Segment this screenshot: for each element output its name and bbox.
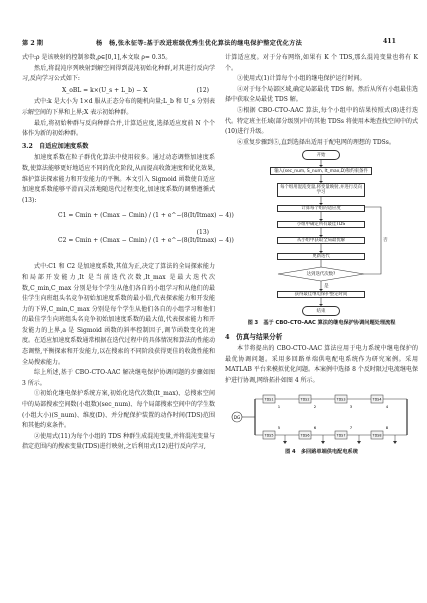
equation-text: X_oBL = k×(U_s + L_b) − X [62,86,148,94]
flow-yes-label: 是 [324,284,329,290]
equation-12 [22,86,215,97]
section-heading: 4 仿真与结果分析 [225,332,283,341]
equation-13-line1: C1 = Cmin + (Cmax − Cmin) / (1 + e^−(8(It/Itmax) − 4)) [58,212,234,220]
node-label: 1 [277,403,281,409]
equation-number: (13) [196,229,209,237]
right-column [225,53,418,456]
paragraph: 计算适应度。对于分布网络,如果有 K 个 TDS,那么混沌变量也将有 K 个。 [225,54,418,72]
paragraph: ⑤根据 CBO-CTO-AAC 算法,每个小组中的结果按照式(8)进行迭代。特定班主任域(部分级别)中的其他 TDSs 将使用本地查找空间中的式(10)进行升级。 [225,106,418,136]
figure-4 [225,389,418,456]
paragraph: 最后,将初始种群与反向种群合并,计算适应度,选择适应度前 N 个个体作为新的初始种群。 [22,119,215,138]
relay-label: TDS5 [264,433,274,438]
running-title: 杨 杨,张永征等:基于改进班级优秀生优化算法的继电保护整定优化方法 [96,40,303,47]
paragraph: ⑥重复步骤到⑤,直到选择出适用于配电网的理想的 TDSs。 [237,138,395,146]
figure-4-caption: 图 4 多回路单端供电配电系统 [285,449,358,456]
relay-label: TDS4 [372,397,382,402]
load-arrow-icon [357,441,361,444]
network-topology-diagram [225,389,418,445]
paragraph: 式中:C1 和 C2 是加速度系数,其值为正,决定了算法的全局探索能力和局部开发能力,It 是当前迭代次数,It_max 是最大迭代次数,C_min,C_max 分别是每个学生从他们各自的小组学习和从他们的最佳学生向班组头名竞争初始加速度系数的最小值,代表探索能力和开发能力的下界,C_min,C_max 分别是每个学生从他们各自的小组学习和他们的最佳学生向班组头名竞争初始加速度系数的最大值,代表探索能力和开发能力的上界,a 是 Sigmoid 函数的斜率控制因子,调节函数变化的速度。在适应加速度系数通常根据在迭代过程中的具体情况和算法的性能动态调整,平衡探索和开发能力,以在搜索的不同阶段获得更佳的收敛性能和全局搜索能力。 [22,263,215,366]
node-label: 4 [385,403,389,409]
flow-step-chaos: 每个组用混沌变量,将变量映射,并进行反向学习 [277,183,365,197]
load-arrow-icon [283,441,287,444]
load-arrow-icon [393,441,397,444]
relay-label: TDS7 [336,433,346,438]
page-header [0,0,427,47]
flow-step-fitness: 计算每个组的适应度 [277,205,365,212]
load-arrow-icon [321,441,325,444]
paragraph: 然后,将混沌序列映射到解空间得到混沌初始化种群,对其进行反向学习,反向学习公式如下: [22,64,215,83]
node-label: 5 [277,424,281,430]
relay-label: TDS1 [264,397,274,402]
paragraph: 式中:ρ 是该映射的控制参数,ρ∈[0,1],本文取 ρ= 0.35。 [22,54,172,61]
source-label: DG [233,414,241,420]
flow-step-input: 输入(sec_num, S_num, It_max,D)和约束条件 [270,167,372,175]
relay-label: TDS2 [300,397,310,402]
relay-label: TDS3 [336,397,346,402]
node-label: 7 [349,424,353,430]
figure-3 [225,150,418,327]
node-label: 2 [313,403,317,409]
node-label: 8 [385,424,389,430]
paragraph: ②使用式(11)为每个小组的 TDS 种群生成混沌变量,并将混沌变量与指定范围内的搜索变量(TDS)进行映射,之后利用式(12)进行反向学习, [22,432,215,451]
flow-decision-label: 达到迭代次数? [306,272,336,278]
relay-label: TDS6 [300,433,310,438]
flow-step-update: 更新迭代 [277,253,365,260]
left-column [22,53,234,453]
flow-end: 结束 [302,306,340,316]
relay-label: TDS8 [372,433,382,438]
paragraph: 加速度系数在粒子群优化算法中使用较多。通过动态调整加速度系数,使算法能够更好地适应不同的优化阶段,从而提高收敛速度和优化效果,维护算法探索能力和开发能力的平衡。本文引入 Sigmoid 函数使自适应加速度系数能够平滑而灵活地随迭代过程变化,加速度系数的调整遵循式(13): [22,154,215,204]
paragraph: 式中:k 是大小为 1×d 服从正态分布的随机向量;L_b 和 U_s 分别表示解空间的下界和上界;X 表示初始种群。 [22,98,215,116]
flow-step-result: 获得最佳继电保护整定时间 [277,291,365,298]
equation-13-line2: C2 = Cmin + (Cmax − Cmin) / (1 + e^−(8(It/Itmax) − 4)) [58,237,234,245]
page-number: 411 [383,38,396,45]
equation-13 [22,208,234,260]
node-label: 6 [313,424,317,430]
flow-step-best-tds: 小组中确定所有最佳TDS [277,221,365,228]
flowchart [225,150,418,318]
node-label: 3 [349,403,353,409]
paragraph: 本节将提出的 CBO-CTO-AAC 算法应用于电力系统中继电保护的最优协调问题。采用多回路单端供电配电系统作为研究案例。采用 MATLAB 平台来模拟优化问题。本案例中选择 8 个反时限过电流继电保护进行协调,网络拓扑如图 4 所示。 [225,345,418,384]
issue-number: 第 2 期 [22,40,43,47]
flow-step-global: 从小组中获取全局最优解 [277,237,365,244]
paragraph: 综上所述,基于 CBO-CTO-AAC 解决继电保护协调问题的步骤如图 3 所示。 [22,369,215,387]
section-heading: 3.2 自适应加速度系数 [22,142,89,150]
flow-start: 开始 [302,150,340,160]
figure-3-caption: 图 3 基于 CBO-CTO-AAC 算法的继电保护协调问题处理流程 [247,320,396,327]
paragraph: ①初始化继电保护系统方案,初始化迭代次数(It_max)、总搜索空间中的局部搜索空间数(小组数)(sec_num)、每个局部搜索空间中的学生数(小组大小)(S_num)、维度(D)、并分配保护装置的动作时间(TDS)范围和其他约束条件。 [22,390,215,430]
paragraph: ④对于每个局部区域,确定局部最优 TDS 解。然后从所有小组最佳选择中获取全局最优 TDS 解。 [225,85,418,104]
flow-no-label: 否 [383,238,388,244]
equation-number: (12) [196,86,209,94]
paragraph: ③使用式(1)计算每个小组的继电保护运行时间。 [237,75,366,83]
